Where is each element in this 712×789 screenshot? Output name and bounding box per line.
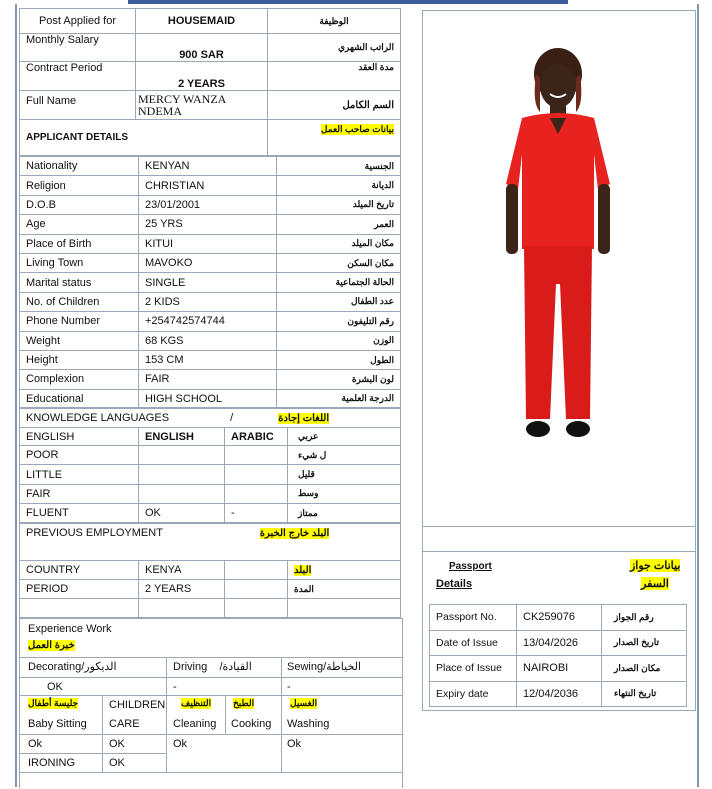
clean-ar: التنظيف	[181, 698, 212, 708]
wash-value: Ok	[287, 738, 302, 750]
lang-ar: وسط	[288, 484, 401, 503]
lang-level: FLUENT	[20, 504, 139, 523]
detail-label: Marital status	[20, 273, 139, 292]
detail-ar: الديانة	[277, 176, 401, 195]
post-value: HOUSEMAID	[136, 9, 268, 34]
employment-ar: البلد خارج الخبرة	[259, 528, 330, 539]
detail-ar: الوزن	[277, 331, 401, 350]
country-label: COUNTRY	[20, 561, 139, 580]
language-row	[20, 504, 401, 523]
detail-row	[20, 292, 401, 311]
detail-label: Weight	[20, 331, 139, 350]
languages-ar: اللغات إجادة	[278, 412, 330, 424]
detail-value: 2 KIDS	[139, 292, 277, 311]
passport-value: NAIROBI	[517, 656, 602, 682]
experience-ar: خبرة العمل	[28, 640, 75, 651]
babysit-label: Baby Sitting	[28, 718, 87, 730]
lang-level: FAIR	[20, 484, 139, 503]
employment-table	[19, 522, 401, 618]
decorating-value: OK	[47, 681, 63, 693]
blank-d	[288, 599, 401, 618]
lang-english	[139, 484, 225, 503]
detail-row	[20, 350, 401, 369]
name-value: MERCY WANZA NDEMA	[136, 91, 268, 120]
detail-label: Age	[20, 215, 139, 234]
language-row	[20, 446, 401, 465]
lang-ar: قليل	[288, 465, 401, 484]
detail-ar: الجنسية	[277, 157, 401, 176]
detail-row	[20, 195, 401, 214]
period-value: 2 YEARS	[139, 580, 225, 599]
lang-arabic	[225, 484, 288, 503]
detail-ar: الحالة الجتماعية	[277, 273, 401, 292]
passport-label: Date of Issue	[430, 630, 517, 656]
detail-value: KENYAN	[139, 157, 277, 176]
detail-ar: الطول	[277, 350, 401, 369]
contract-value: 2 YEARS	[136, 62, 268, 91]
blank-c	[225, 599, 288, 618]
passport-table	[429, 604, 687, 707]
ironing-value: OK	[109, 757, 125, 769]
detail-value: 68 KGS	[139, 331, 277, 350]
detail-ar: مكان السكن	[277, 253, 401, 272]
detail-label: Nationality	[20, 157, 139, 176]
detail-label: Height	[20, 350, 139, 369]
detail-row	[20, 273, 401, 292]
contract-ar: مدة العقد	[268, 62, 401, 91]
passport-ar: مكان الصدار	[602, 656, 687, 682]
languages-header	[20, 408, 401, 428]
detail-value: MAVOKO	[139, 253, 277, 272]
blank-a	[20, 599, 139, 618]
children-label-b: CARE	[109, 718, 140, 730]
lang-english	[139, 446, 225, 465]
passport-title-ar-b: السفر	[641, 578, 669, 590]
country-ar-cell	[288, 561, 401, 580]
detail-label: Phone Number	[20, 312, 139, 331]
clean-value: Ok	[173, 738, 188, 750]
clean-label: Cleaning	[173, 718, 217, 730]
sewing-value: -	[287, 681, 291, 693]
cook-ar: الطبخ	[233, 698, 255, 708]
lang-level: POOR	[20, 446, 139, 465]
passport-title-b: Details	[436, 578, 473, 590]
lang-col1: ENGLISH	[20, 428, 139, 446]
period-empty	[225, 580, 288, 599]
name-ar: السم الكامل	[268, 91, 401, 120]
language-row	[20, 465, 401, 484]
lang-col3: ARABIC	[225, 428, 288, 446]
passport-title-a: Passport	[449, 561, 492, 572]
header-table	[19, 8, 401, 156]
sewing-label: Sewing/الخياطة	[287, 661, 361, 673]
detail-ar: لون البشرة	[277, 370, 401, 389]
detail-row	[20, 157, 401, 176]
lang-col-ar: عربي	[288, 428, 401, 446]
lang-ar: ممتاز	[288, 504, 401, 523]
driving-value: -	[173, 681, 177, 693]
languages-label: KNOWLEDGE LANGUAGES	[26, 411, 170, 424]
passport-title-ar-a: بيانات جواز	[630, 560, 681, 572]
lang-arabic	[225, 465, 288, 484]
ironing-label: IRONING	[28, 757, 76, 769]
detail-row	[20, 176, 401, 195]
passport-value: CK259076	[517, 605, 602, 631]
passport-label: Place of Issue	[430, 656, 517, 682]
detail-label: Complexion	[20, 370, 139, 389]
country-empty	[225, 561, 288, 580]
post-label: Post Applied for	[20, 9, 136, 34]
detail-ar: مكان الميلد	[277, 234, 401, 253]
passport-row	[430, 681, 687, 707]
passport-value: 13/04/2026	[517, 630, 602, 656]
detail-value: CHRISTIAN	[139, 176, 277, 195]
cook-label: Cooking	[231, 718, 272, 730]
detail-row	[20, 253, 401, 272]
lang-level: LITTLE	[20, 465, 139, 484]
detail-value: 153 CM	[139, 350, 277, 369]
detail-label: D.O.B	[20, 195, 139, 214]
passport-ar: تاريخ النتهاء	[602, 681, 687, 707]
languages-slash: /	[230, 411, 234, 424]
detail-label: Place of Birth	[20, 234, 139, 253]
salary-label: Monthly Salary	[20, 34, 136, 62]
country-ar: البلد	[294, 565, 312, 576]
detail-label: No. of Children	[20, 292, 139, 311]
details-table	[19, 156, 401, 409]
wash-ar: الغسيل	[290, 698, 318, 708]
detail-label: Educational	[20, 389, 139, 408]
wash-label: Washing	[287, 718, 330, 730]
detail-row	[20, 234, 401, 253]
experience-label: Experience Work	[28, 623, 112, 635]
employment-label: PREVIOUS EMPLOYMENT	[26, 527, 163, 539]
babysit-value: Ok	[28, 738, 43, 750]
passport-ar: تاريخ الصدار	[602, 630, 687, 656]
employment-header	[20, 523, 401, 561]
applicant-ar-cell	[268, 120, 401, 156]
babysit-ar: جليسة أطفال	[28, 698, 79, 708]
detail-label: Religion	[20, 176, 139, 195]
contract-label: Contract Period	[20, 62, 136, 91]
decorating-label: Decorating/الديكور	[28, 661, 117, 673]
period-label: PERIOD	[20, 580, 139, 599]
detail-value: SINGLE	[139, 273, 277, 292]
passport-row	[430, 630, 687, 656]
detail-row	[20, 215, 401, 234]
languages-table	[19, 407, 401, 524]
detail-ar: الدرجة العلمية	[277, 389, 401, 408]
detail-ar: العمر	[277, 215, 401, 234]
country-value: KENYA	[139, 561, 225, 580]
passport-label: Passport No.	[430, 605, 517, 631]
driving-label: Driving /القيادة	[173, 661, 252, 673]
blank-b	[139, 599, 225, 618]
lang-col2: ENGLISH	[139, 428, 225, 446]
post-ar: الوظيفة	[268, 9, 401, 34]
lang-arabic	[225, 446, 288, 465]
applicant-ar: بيانات صاحب العمل	[320, 124, 394, 134]
passport-row	[430, 656, 687, 682]
children-value: OK	[109, 738, 125, 750]
language-row	[20, 484, 401, 503]
children-label-a: CHILDREN	[109, 699, 166, 711]
lang-ar: ل شيء	[288, 446, 401, 465]
passport-label: Expiry date	[430, 681, 517, 707]
detail-value: +254742574744	[139, 312, 277, 331]
detail-value: KITUI	[139, 234, 277, 253]
detail-value: 25 YRS	[139, 215, 277, 234]
name-label: Full Name	[20, 91, 136, 120]
period-ar: المدة	[288, 580, 401, 599]
detail-label: Living Town	[20, 253, 139, 272]
detail-value: 23/01/2001	[139, 195, 277, 214]
lang-english	[139, 465, 225, 484]
detail-ar: تاريخ الميلد	[277, 195, 401, 214]
detail-ar: رقم التليفون	[277, 312, 401, 331]
lang-arabic: -	[225, 504, 288, 523]
salary-value: 900 SAR	[136, 34, 268, 62]
applicant-photo	[478, 34, 638, 454]
passport-value: 12/04/2036	[517, 681, 602, 707]
salary-ar: الراتب الشهري	[268, 34, 401, 62]
applicant-details-label: APPLICANT DETAILS	[20, 120, 268, 156]
detail-row	[20, 312, 401, 331]
passport-ar: رقم الجواز	[602, 605, 687, 631]
passport-row	[430, 605, 687, 631]
detail-value: FAIR	[139, 370, 277, 389]
lang-english: OK	[139, 504, 225, 523]
detail-row	[20, 370, 401, 389]
detail-value: HIGH SCHOOL	[139, 389, 277, 408]
detail-row	[20, 331, 401, 350]
detail-ar: عدد الطفال	[277, 292, 401, 311]
detail-row	[20, 389, 401, 408]
